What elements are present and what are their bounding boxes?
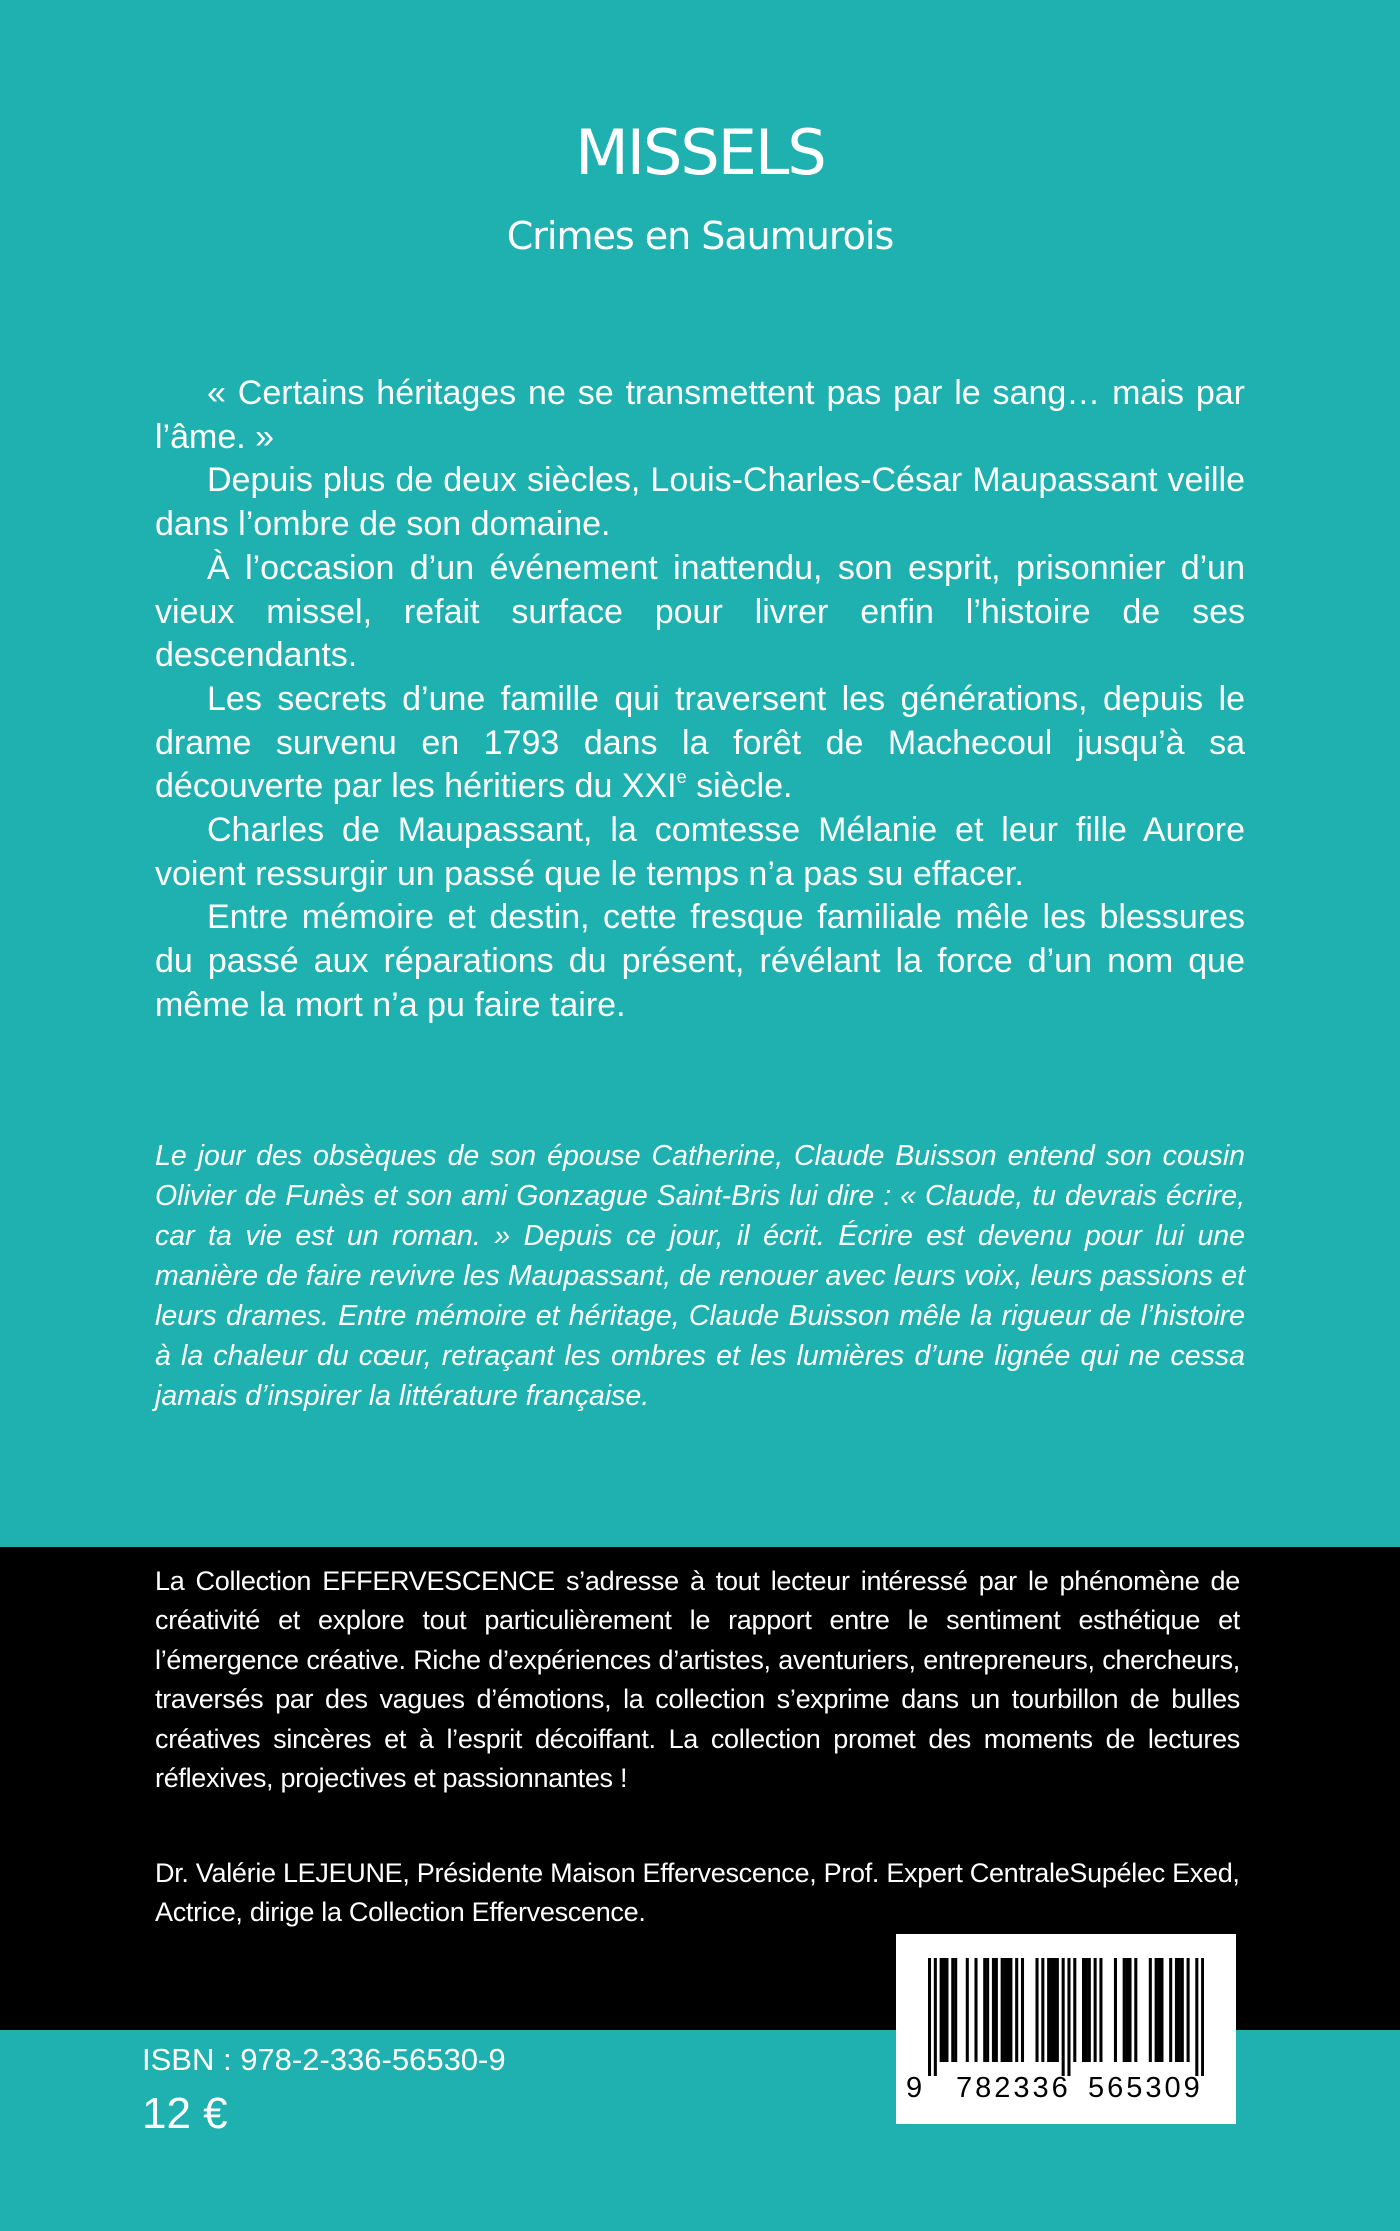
barcode-bar [934,1958,937,2076]
barcode-digit-first: 9 [906,2072,923,2104]
blurb-paragraph: Charles de Maupassant, la comtesse Mélanie et leur fille Aurore voient ressurgir un passé que le temps n’a pas su effacer. [155,811,1245,893]
blurb-paragraph [155,678,1245,809]
barcode-bar [1094,1958,1097,2062]
barcode-bar [1021,1958,1024,2062]
blurb-text: Les secrets d’une famille qui traversent les générations, depuis le drame survenu en 1793 dans la forêt de Machecoul jusqu’à sa découverte par les héritiers du XXI [155,679,1245,806]
barcode-bar [1001,1958,1004,2062]
barcode-bars [928,1958,1204,2076]
barcode-bar [1015,1958,1018,2062]
barcode-bar [1041,1958,1044,2062]
barcode-bar [1035,1958,1038,2062]
barcode-bar [1175,1958,1178,2062]
barcode [896,1934,1236,2124]
barcode-bar [1181,1958,1184,2062]
blurb-paragraph: « Certains héritages ne se transmettent pas par le sang… mais par l’âme. » [155,374,1245,456]
barcode-bar [995,1958,998,2062]
barcode-bar [940,1958,943,2062]
collection-text: La Collection EFFERVESCENCE s’adresse à tout lecteur intéressé par le phénomène de créativité et explore tout particulièrement le rapport entre le sentiment esthétique et l’émergence créative. Riche d’expériences d’artistes, aventuriers, entrepreneurs, chercheurs, traversés par des vagues d’émotions, la collection s’exprime dans un tourbillon de bulles créatives sincères et à l’esprit décoiffant. La collection promet des moments de lectures réflexives, projectives et passionnantes ! [155,1566,1240,1794]
century-superscript: e [676,767,687,788]
barcode-bar [1053,1958,1056,2062]
barcode-digits-right: 565309 [1088,2072,1203,2104]
barcode-bar [974,1958,977,2062]
barcode-bar [1006,1958,1009,2062]
barcode-bar [1178,1958,1181,2062]
barcode-bar [1073,1958,1076,2062]
blurb-paragraph: Depuis plus de deux siècles, Louis-Charles-César Maupassant veille dans l’ombre de son domaine. [155,461,1245,544]
barcode-bar [1004,1958,1007,2062]
barcode-bar [1088,1958,1091,2062]
barcode-bar [966,1958,969,2062]
author-bio-text: Le jour des obsèques de son épouse Catherine, Claude Buisson entend son cousin Olivier de Funès et son ami Gonzague Saint-Bris lui dire : « Claude, tu devrais écrire, car ta vie est un roman. » Depuis ce jour, il écrit. Écrire est devenu pour lui une manière de faire revivre les Maupassant, de renouer avec leurs voix, leurs passions et leurs drames. Entre mémoire et héritage, Claude Buisson mêle la rigueur de l’histoire à la chaleur du cœur, retraçant les ombres et les lumières d’une lignée qui ne cessa jamais d’inspirer la littérature française. [155,1140,1245,1412]
author-bio [155,1136,1245,1416]
barcode-bar [1062,1958,1065,2076]
barcode-bar [1082,1958,1085,2062]
barcode-bar [1047,1958,1050,2062]
barcode-bar [1201,1958,1204,2076]
isbn: ISBN : 978-2-336-56530-9 [142,2042,506,2077]
barcode-bar [1067,1958,1070,2076]
barcode-bar [1195,1958,1198,2076]
barcode-bar [1009,1958,1012,2062]
barcode-bar [1155,1958,1158,2062]
barcode-bar [951,1958,954,2062]
barcode-bar [943,1958,946,2062]
blurb-paragraph: À l’occasion d’un événement inattendu, son esprit, prisonnier d’un vieux missel, refait surface pour livrer enfin l’histoire de ses descendants. [155,548,1245,675]
book-subtitle: Crimes en Saumurois [506,214,894,258]
barcode-bar [992,1958,995,2062]
barcode-bar [945,1958,948,2062]
barcode-bar [1134,1958,1137,2062]
barcode-bar [1158,1958,1161,2062]
barcode-bar [1128,1958,1131,2062]
barcode-bar [1056,1958,1059,2062]
barcode-bar [1050,1958,1053,2062]
director-text: Dr. Valérie LEJEUNE, Présidente Maison Effervescence, Prof. Expert CentraleSupélec Exed, Actrice, dirige la Collection Effervescence. [155,1858,1240,1928]
barcode-bar [1126,1958,1129,2062]
barcode-bar [954,1958,957,2062]
collection-description [155,1562,1240,1798]
barcode-bar [1085,1958,1088,2062]
barcode-bar [1123,1958,1126,2062]
barcode-bar [986,1958,989,2062]
price: 12 € [142,2089,228,2138]
barcode-bar [1169,1958,1172,2062]
barcode-bar [1114,1958,1117,2062]
blurb-paragraph: Entre mémoire et destin, cette fresque familiale mêle les blessures du passé aux réparations du présent, révélant la force d’un nom que même la mort n’a pu faire taire. [155,898,1245,1024]
book-title: MISSELS [575,116,825,189]
barcode-bar [1160,1958,1163,2062]
blurb-text: siècle. [686,767,793,806]
barcode-bar [1099,1958,1102,2062]
barcode-bar [983,1958,986,2062]
collection-director [155,1854,1240,1933]
book-blurb [155,372,1245,1028]
barcode-bar [928,1958,931,2076]
barcode-bar [1187,1958,1190,2062]
barcode-digits-left: 782336 [956,2072,1071,2104]
barcode-bar [1149,1958,1152,2062]
